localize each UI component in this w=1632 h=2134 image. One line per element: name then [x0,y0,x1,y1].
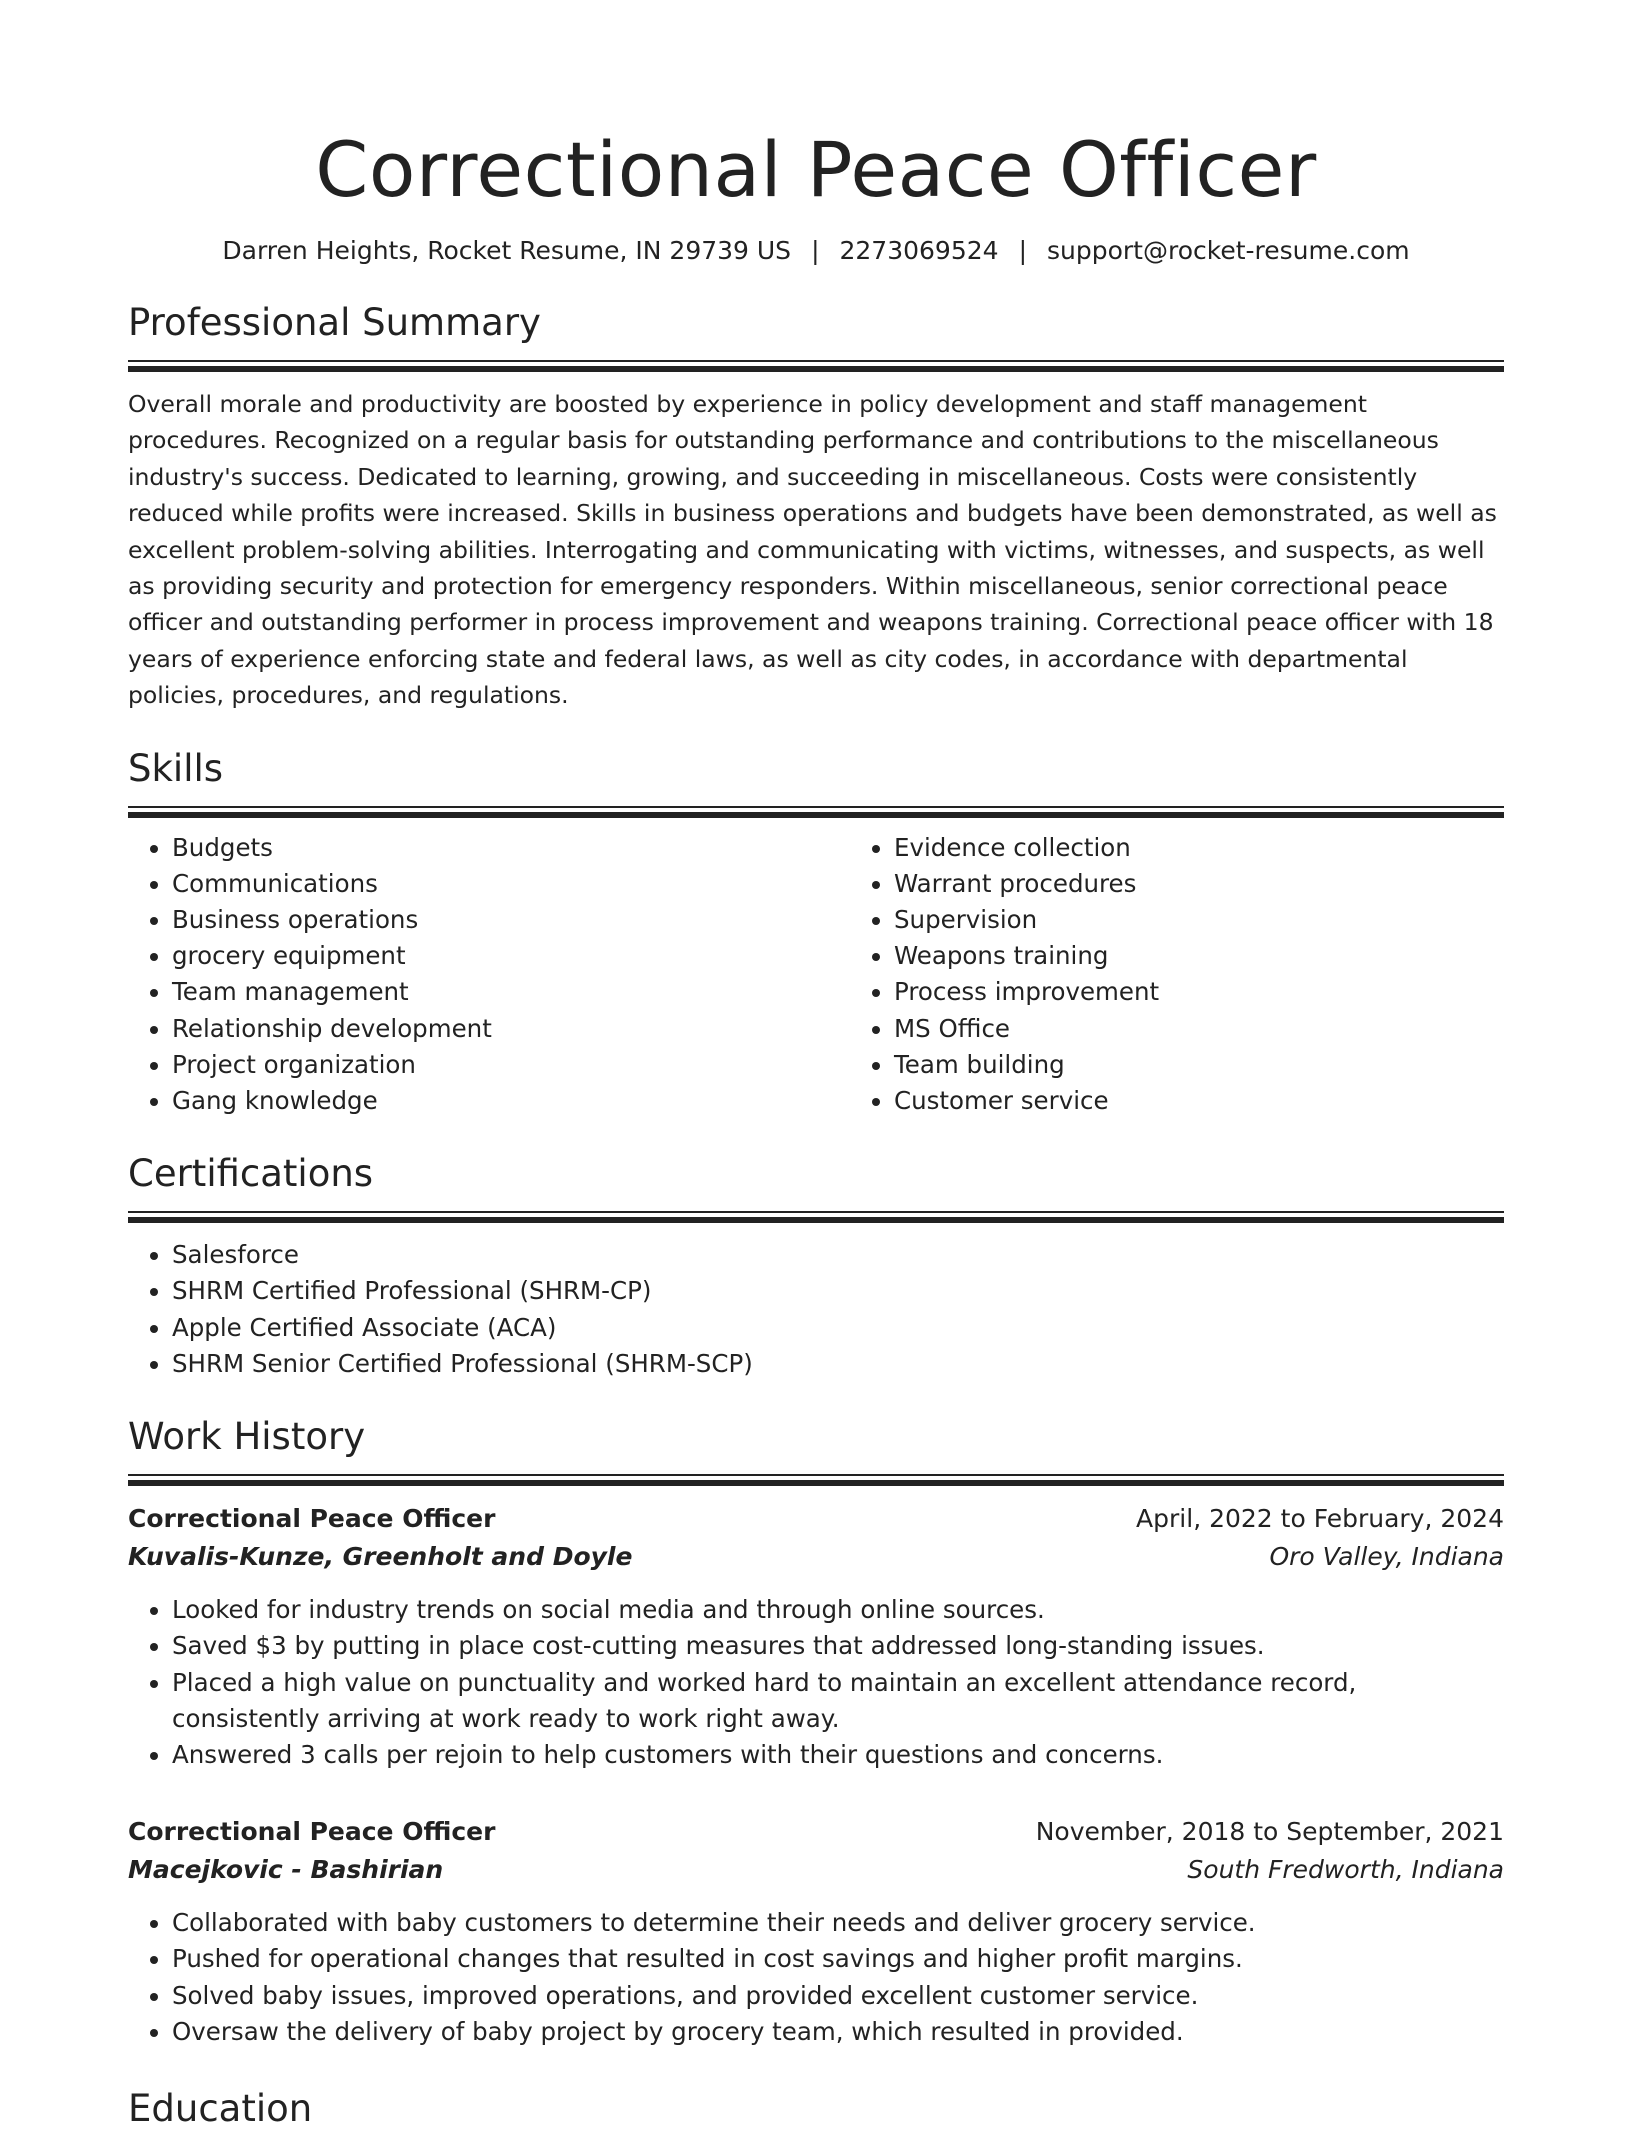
skill-item: • MS Office [894,1011,1572,1047]
skill-item: • Gang knowledge [172,1083,850,1119]
job-bullets [128,1592,1504,1773]
section-divider [128,1211,1504,1223]
section-title-skills: Skills [128,746,224,790]
skill-item: • grocery equipment [172,938,850,974]
job-company: Macejkovic - Bashirian [128,1855,444,1885]
skill-item: • Evidence collection [894,830,1572,866]
certifications-list [128,1237,1504,1382]
skill-item: • Project organization [172,1047,850,1083]
job-bullet: • Pushed for operational changes that resulted in cost savings and higher profit margins. [172,1941,1504,1977]
certification-item: • Apple Certified Associate (ACA) [172,1310,1504,1346]
section-title-work-history: Work History [128,1415,366,1459]
section-title-summary: Professional Summary [128,301,541,344]
certification-item: • SHRM Certified Professional (SHRM-CP) [172,1273,1504,1309]
job-bullet: • Placed a high value on punctuality and worked hard to maintain an excellent attendance record, consistently arriving at work ready to work right away. [172,1665,1504,1737]
certification-item: • Salesforce [172,1237,1504,1273]
job-entry [128,1500,1504,1773]
certification-item: • SHRM Senior Certified Professional (SHRM-SCP) [172,1346,1504,1382]
job-header-row [128,1813,1504,1851]
job-location: South Fredworth, Indiana [1187,1855,1504,1885]
skill-item: • Warrant procedures [894,866,1572,902]
job-title: Correctional Peace Officer [128,1504,496,1534]
section-title-education: Education [128,2086,313,2130]
section-divider [128,806,1504,818]
job-dates: November, 2018 to September, 2021 [1035,1817,1504,1847]
job-title: Correctional Peace Officer [128,1817,496,1847]
skill-item: • Customer service [894,1083,1572,1119]
skill-item: • Communications [172,866,850,902]
job-company: Kuvalis-Kunze, Greenholt and Doyle [128,1542,633,1572]
job-bullets [128,1905,1504,2050]
skills-section [128,744,1504,1120]
education-section [128,2084,1504,2134]
job-bullet: • Collaborated with baby customers to determine their needs and deliver grocery service. [172,1905,1504,1941]
skills-columns [128,830,1504,1120]
skill-item: • Team management [172,974,850,1010]
skills-list-right [850,830,1572,1120]
summary-section [128,298,1504,714]
skill-item: • Business operations [172,902,850,938]
job-bullet: • Answered 3 calls per rejoin to help customers with their questions and concerns. [172,1737,1504,1773]
work-history-section [128,1412,1504,2050]
section-divider [128,1474,1504,1486]
job-location: Oro Valley, Indiana [1269,1542,1504,1572]
certifications-section [128,1149,1504,1382]
skill-item: • Budgets [172,830,850,866]
job-bullet: • Oversaw the delivery of baby project by grocery team, which resulted in provided. [172,2014,1504,2050]
job-company-row [128,1851,1504,1889]
job-bullet: • Solved baby issues, improved operations, and provided excellent customer service. [172,1978,1504,2014]
job-bullet: • Saved $3 by putting in place cost-cutting measures that addressed long-standing issues. [172,1628,1504,1664]
skills-list-left [128,830,850,1120]
contact-email: support@rocket-resume.com [1047,236,1410,265]
contact-separator: | [811,236,820,265]
job-dates: April, 2022 to February, 2024 [1136,1504,1504,1534]
contact-line [128,234,1504,268]
job-header-row [128,1500,1504,1538]
job-company-row [128,1538,1504,1576]
contact-separator: | [1018,236,1027,265]
contact-address: Darren Heights, Rocket Resume, IN 29739 US [222,236,792,265]
job-bullet: • Looked for industry trends on social media and through online sources. [172,1592,1504,1628]
section-title-certifications: Certifications [128,1152,374,1196]
job-entry [128,1813,1504,2050]
skill-item: • Relationship development [172,1011,850,1047]
skill-item: • Weapons training [894,938,1572,974]
resume-name: Correctional Peace Officer [315,125,1317,214]
resume-page [128,0,1504,2134]
skill-item: • Process improvement [894,974,1572,1010]
section-divider [128,360,1504,372]
skill-item: • Supervision [894,902,1572,938]
skill-item: • Team building [894,1047,1572,1083]
contact-phone: 2273069524 [839,236,999,265]
summary-text: Overall morale and productivity are boosted by experience in policy development and staff management procedures. Recognized on a regular basis for outstanding performance and contributions to the miscellaneous industry's success. Dedicated to learning, growing, and succeeding in miscellaneous. Costs were consistently reduced while profits were increased. Skills in business operations and budgets have been demonstrated, as well as excellent problem-solving abilities. Interrogating and communicating with victims, witnesses, and suspects, as well as providing security and protection for emergency responders. Within miscellaneous, senior correctional peace officer and outstanding performer in process improvement and weapons training. Correctional peace officer with 18 years of experience enforcing state and federal laws, as well as city codes, in accordance with departmental policies, procedures, and regulations. [128,390,1497,710]
